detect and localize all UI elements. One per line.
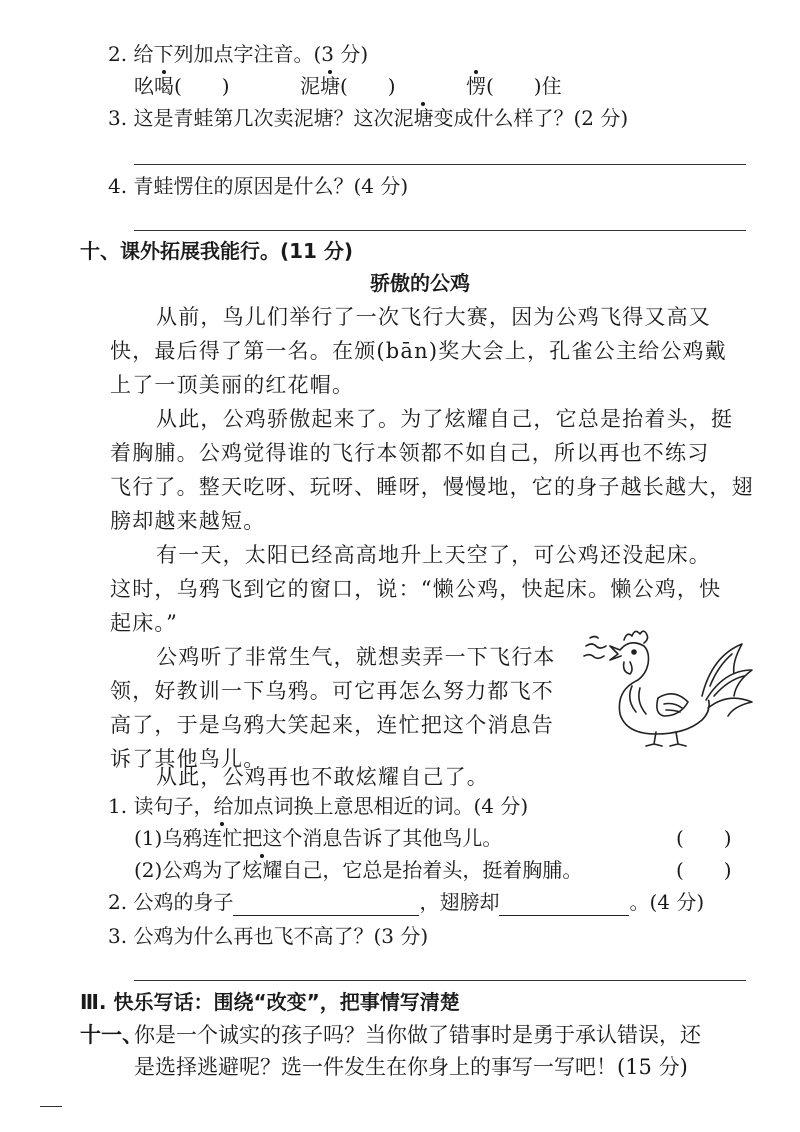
story-line: 公鸡听了非常生气，就想卖弄一下飞行本 (156, 645, 556, 669)
question-2-fill-blank (108, 888, 704, 916)
dotted-char: 塘 (320, 74, 340, 98)
answer-parentheses[interactable]: ( ) (676, 826, 732, 850)
answer-parentheses[interactable]: ( )住 (486, 74, 562, 98)
dotted-char: 喝 (154, 74, 174, 98)
answer-blank[interactable] (233, 895, 419, 916)
sentence-text: 自己，它总是抬着头，挺着胸脯。 (282, 858, 583, 882)
question-text: 变成什么样了？(2 分) (433, 106, 629, 130)
word-char: 泥 (300, 74, 320, 98)
question-text: 3. 这是青蛙第几次卖泥塘？这次泥 (108, 106, 414, 130)
question-3-mud-pond (108, 104, 628, 132)
question-4-frog: 4. 青蛙愣住的原因是什么？(4 分) (108, 174, 409, 198)
question-1-synonym: 1. 读句子，给加点词换上意思相近的词。(4 分) (108, 794, 529, 818)
story-line: 上了一顶美丽的红花帽。 (110, 373, 355, 397)
dotted-word: 炫耀 (242, 858, 283, 882)
story-line: 膀却越来越短。 (110, 509, 266, 533)
question-3-why: 3. 公鸡为什么再也飞不高了？(3 分) (108, 924, 429, 948)
story-line: 从前，鸟儿们举行了一次飞行大赛，因为公鸡飞得又高又 (156, 305, 711, 329)
sentence-text: (2)公鸡为了 (134, 858, 243, 882)
story-line: 这时，乌鸦飞到它的窗口，说：“懒公鸡，快起床。懒公鸡，快 (110, 577, 722, 601)
story-line: 有一天，太阳已经高高地升上天空了，可公鸡还没起床。 (156, 543, 711, 567)
question-number: 十一、 (80, 1023, 143, 1047)
question-text: 2. 公鸡的身子 (108, 890, 234, 914)
story-title: 骄傲的公鸡 (370, 271, 470, 295)
page-corner-mark (40, 1106, 62, 1107)
word-char: 吆 (134, 74, 154, 98)
sentence-text: 把这个消息告诉了其他鸟儿。 (242, 826, 503, 850)
word-item-1 (134, 72, 230, 100)
dotted-word: 连忙 (202, 826, 243, 850)
answer-line[interactable] (134, 164, 746, 165)
story-line: 着胸脯。公鸡觉得谁的飞行本领都不如自己，所以再也不练习 (110, 441, 710, 465)
section-heading: 十、课外拓展我能行。(11 分) (80, 239, 354, 263)
dotted-char: 愣 (466, 74, 486, 98)
question-11-line: 是选择逃避呢？选一件发生在你身上的事写一写吧！(15 分) (134, 1055, 688, 1079)
story-line: 诉了其他鸟儿。 (110, 747, 266, 771)
story-line: 从此，公鸡骄傲起来了。为了炫耀自己，它总是抬着头，挺 (156, 407, 734, 431)
answer-line[interactable] (134, 230, 746, 231)
rooster-illustration (580, 626, 760, 750)
answer-parentheses[interactable]: ( ) (174, 74, 230, 98)
question-11-line: 你是一个诚实的孩子吗？当你做了错事时是勇于承认错误，还 (134, 1023, 701, 1047)
story-line: 从此，公鸡再也不敢炫耀自己了。 (156, 765, 489, 789)
story-line: 飞行了。整天吃呀、玩呀、睡呀，慢慢地，它的身子越长越大，翅 (110, 475, 754, 499)
story-line: 领，好教训一下乌鸦。可它再怎么努力都飞不 (110, 679, 554, 703)
question-text: ，翅膀却 (419, 890, 500, 914)
sentence-text: (1)乌鸦 (134, 826, 203, 850)
word-item-3 (466, 72, 562, 100)
answer-line[interactable] (134, 980, 746, 981)
question-text: 。(4 分) (629, 890, 705, 914)
story-line: 起床。” (110, 611, 179, 635)
sentence-2 (134, 856, 582, 884)
story-line: 快，最后得了第一名。在颁(bān)奖大会上，孔雀公主给公鸡戴 (110, 339, 727, 363)
dotted-char: 塘 (413, 106, 434, 130)
section-heading: Ⅲ. 快乐写话：围绕“改变”，把事情写清楚 (80, 990, 460, 1014)
answer-parentheses[interactable]: ( ) (676, 858, 732, 882)
story-line: 高了，于是乌鸦大笑起来，连忙把这个消息告 (110, 713, 554, 737)
word-item-2 (300, 72, 396, 100)
answer-blank[interactable] (499, 895, 629, 916)
sentence-1 (134, 824, 502, 852)
answer-parentheses[interactable]: ( ) (340, 74, 396, 98)
question-2-pinyin: 2. 给下列加点字注音。(3 分) (108, 42, 369, 66)
